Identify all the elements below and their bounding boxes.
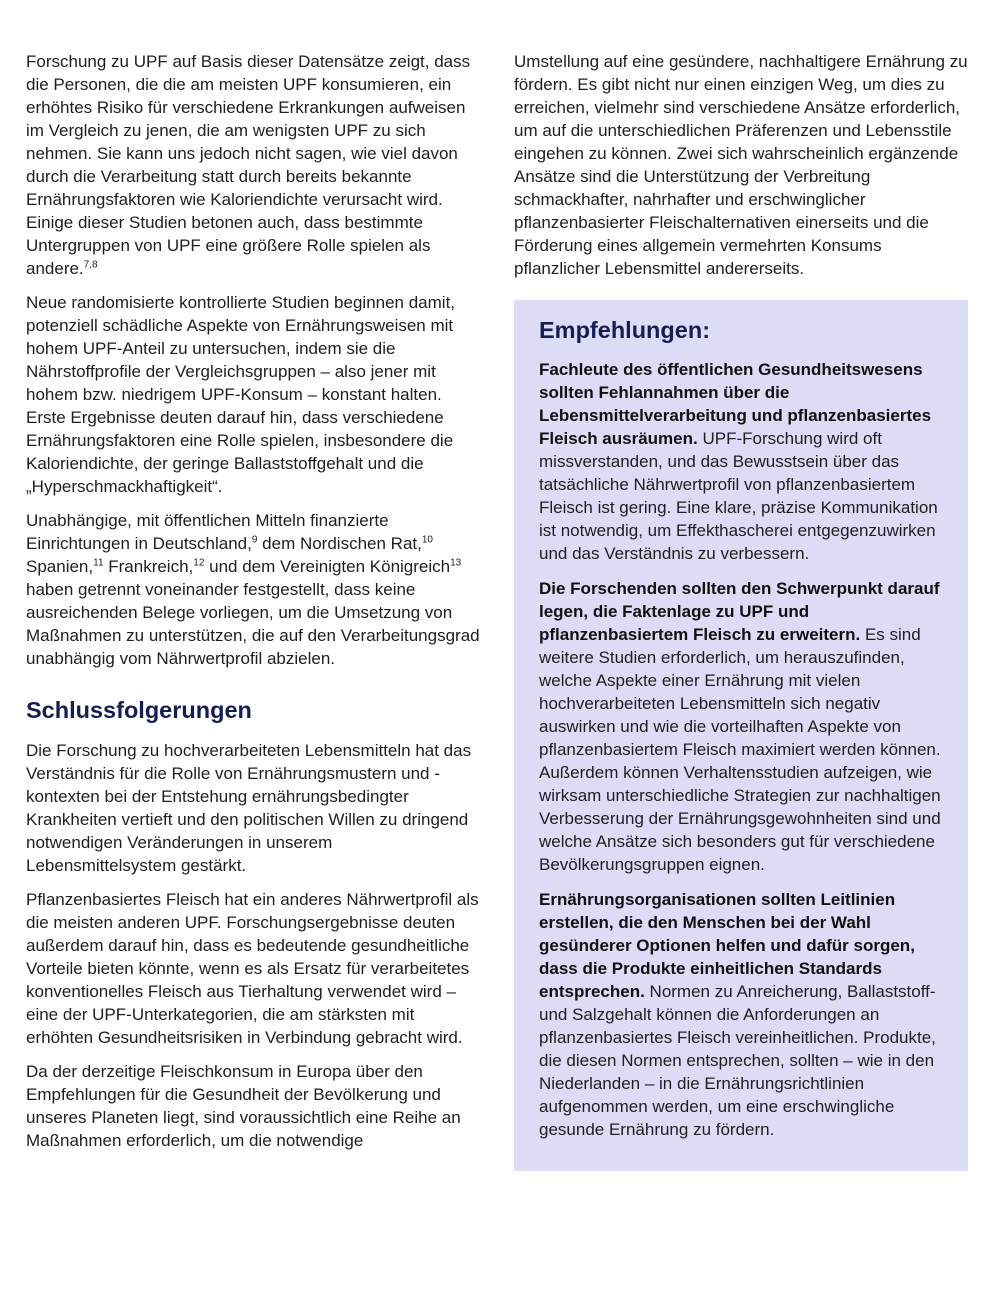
recommendations-title: Empfehlungen: <box>539 317 711 343</box>
paragraph-upf-datasets <box>26 50 482 280</box>
paragraph-text: dem Nordischen Rat, <box>257 534 422 553</box>
recommendation-public-health <box>539 358 946 565</box>
left-column <box>26 50 482 1163</box>
paragraph-text: Spanien, <box>26 557 94 576</box>
recommendation-nutrition-orgs <box>539 888 946 1141</box>
footnote-ref[interactable]: 7,8 <box>83 259 98 271</box>
recommendation-lead: Ernährungsorganisationen sollten Leitlinien erstellen, die den Menschen bei der Wahl gesünderer Optionen helfen und dafür sorgen, dass die Produkte einheitlichen Standards entsprechen. <box>539 890 915 1001</box>
recommendation-text: UPF-Forschung wird oft missverstanden, und das Bewusstsein über das tatsächliche Nährwertprofil von pflanzenbasiertem Fleisch ist gering. Eine klare, präzise Kommunikation ist notwendig, um Effekthascherei entgegenzuwirken und das Verständnis zu verbessern. <box>539 429 938 563</box>
recommendation-text: Normen zu Anreicherung, Ballaststoff- und Salzgehalt können die Anforderungen an pflanzenbasiertes Fleisch vereinheitlichen. Produkte, die diesen Normen entsprechen, sollten – wie in den Niederlanden – in die Ernährungsrichtlinien aufgenommen werden, um eine erschwingliche gesunde Ernährung zu fördern. <box>539 982 936 1139</box>
section-heading-conclusions: Schlussfolgerungen <box>26 697 252 723</box>
right-column <box>514 50 968 1171</box>
paragraph-meat-consumption: Da der derzeitige Fleischkonsum in Europa über den Empfehlungen für die Gesundheit der Bevölkerung und unseres Planeten liegt, sind voraussichtlich eine Reihe an Maßnahmen erforderlich, um die notwendige <box>26 1062 461 1150</box>
footnote-ref[interactable]: 9 <box>251 534 258 546</box>
recommendations-box <box>514 300 968 1171</box>
paragraph-diet-transition: Umstellung auf eine gesündere, nachhaltigere Ernährung zu fördern. Es gibt nicht nur einen einzigen Weg, um dies zu erreichen, vielmehr sind verschiedene Ansätze erforderlich, um auf die unterschiedlichen Präferenzen und Lebensstile eingehen zu können. Zwei sich wahrscheinlich ergänzende Ansätze sind die Unterstützung der Verbreitung schmackhafter, nahrhafter und erschwinglicher pflanzenbasierter Fleischalternativen einerseits und die Förderung eines allgemein vermehrten Konsums pflanzlicher Lebensmittel andererseits. <box>514 52 968 278</box>
recommendation-lead: Die Forschenden sollten den Schwerpunkt darauf legen, die Faktenlage zu UPF und pflanzenbasiertem Fleisch zu erweitern. <box>539 579 940 644</box>
footnote-ref[interactable]: 12 <box>193 557 205 569</box>
recommendation-lead: Fachleute des öffentlichen Gesundheitswesens sollten Fehlannahmen über die Lebensmittelverarbeitung und pflanzenbasiertes Fleisch ausräumen. <box>539 360 932 448</box>
footnote-ref[interactable]: 10 <box>421 534 433 546</box>
paragraph-plant-based-meat: Pflanzenbasiertes Fleisch hat ein anderes Nährwertprofil als die meisten anderen UPF. Forschungsergebnisse deuten außerdem darauf hin, dass es bedeutende gesundheitliche Vorteile bieten könnte, wenn es als Ersatz für verarbeitetes konventionelles Fleisch aus Tierhaltung verwendet wird – eine der UPF-Unterkategorien, die am stärksten mit erhöhten Gesundheitsrisiken in Verbindung gebracht wird. <box>26 890 479 1047</box>
paragraph-text: Frankreich, <box>103 557 194 576</box>
recommendation-text: Es sind weitere Studien erforderlich, um herauszufinden, welche Aspekte einer Ernährung mit vielen hochverarbeiteten Lebensmitteln sich negativ auswirken und wie die vorteilhaften Aspekte von pflanzenbasiertem Fleisch maximiert werden können. Außerdem können Verhaltensstudien aufzeigen, wie wirksam unterschiedliche Strategien zur nachhaltigen Verbesserung der Ernährungsgewohnheiten sind und welche Ansätze sich besonders gut für verschiedene Bevölkerungsgruppen eignen. <box>539 625 941 874</box>
paragraph-text: und dem Vereinigten Königreich <box>204 557 451 576</box>
paragraph-text: Forschung zu UPF auf Basis dieser Datensätze zeigt, dass die Personen, die die am meisten UPF konsumieren, ein erhöhtes Risiko für verschiedene Erkrankungen aufweisen im Vergleich zu jenen, die am wenigsten UPF zu sich nehmen. Sie kann uns jedoch nicht sagen, wie viel davon durch die Verarbeitung statt durch bereits bekannte Ernährungsfaktoren wie Kaloriendichte verursacht wird. Einige dieser Studien betonen auch, dass bestimmte Untergruppen von UPF eine größere Rolle spielen als andere. <box>26 52 471 278</box>
paragraph-text: haben getrennt voneinander festgestellt, dass keine ausreichenden Belege vorliegen, um die Umsetzung von Maßnahmen zu unterstützen, die auf den Verarbeitungsgrad unabhängig vom Nährwertprofil abzielen. <box>26 580 480 668</box>
paragraph-research-understanding: Die Forschung zu hochverarbeiteten Lebensmitteln hat das Verständnis für die Rolle von Ernährungsmustern und -kontexten bei der Entstehung ernährungsbedingter Krankheiten vertieft und den politischen Willen zu dringend notwendigen Veränderungen in unserem Lebensmittelsystem gestärkt. <box>26 741 472 875</box>
recommendation-researchers <box>539 577 946 876</box>
paragraph-rct-studies: Neue randomisierte kontrollierte Studien beginnen damit, potenziell schädliche Aspekte von Ernährungsweisen mit hohem UPF-Anteil zu untersuchen, indem sie die Nährstoffprofile der Vergleichsgruppen – also jener mit hohem bzw. niedrigem UPF-Konsum – konstant halten. Erste Ergebnisse deuten darauf hin, dass verschiedene Ernährungsfaktoren eine Rolle spielen, insbesondere die Kaloriendichte, der geringe Ballaststoffgehalt und die „Hyperschmackhaftigkeit“. <box>26 293 456 496</box>
paragraph-public-institutions <box>26 509 482 670</box>
footnote-ref[interactable]: 11 <box>93 557 104 569</box>
paragraph-text: Unabhängige, mit öffentlichen Mitteln finanzierte Einrichtungen in Deutschland, <box>26 511 389 553</box>
footnote-ref[interactable]: 13 <box>450 557 462 569</box>
